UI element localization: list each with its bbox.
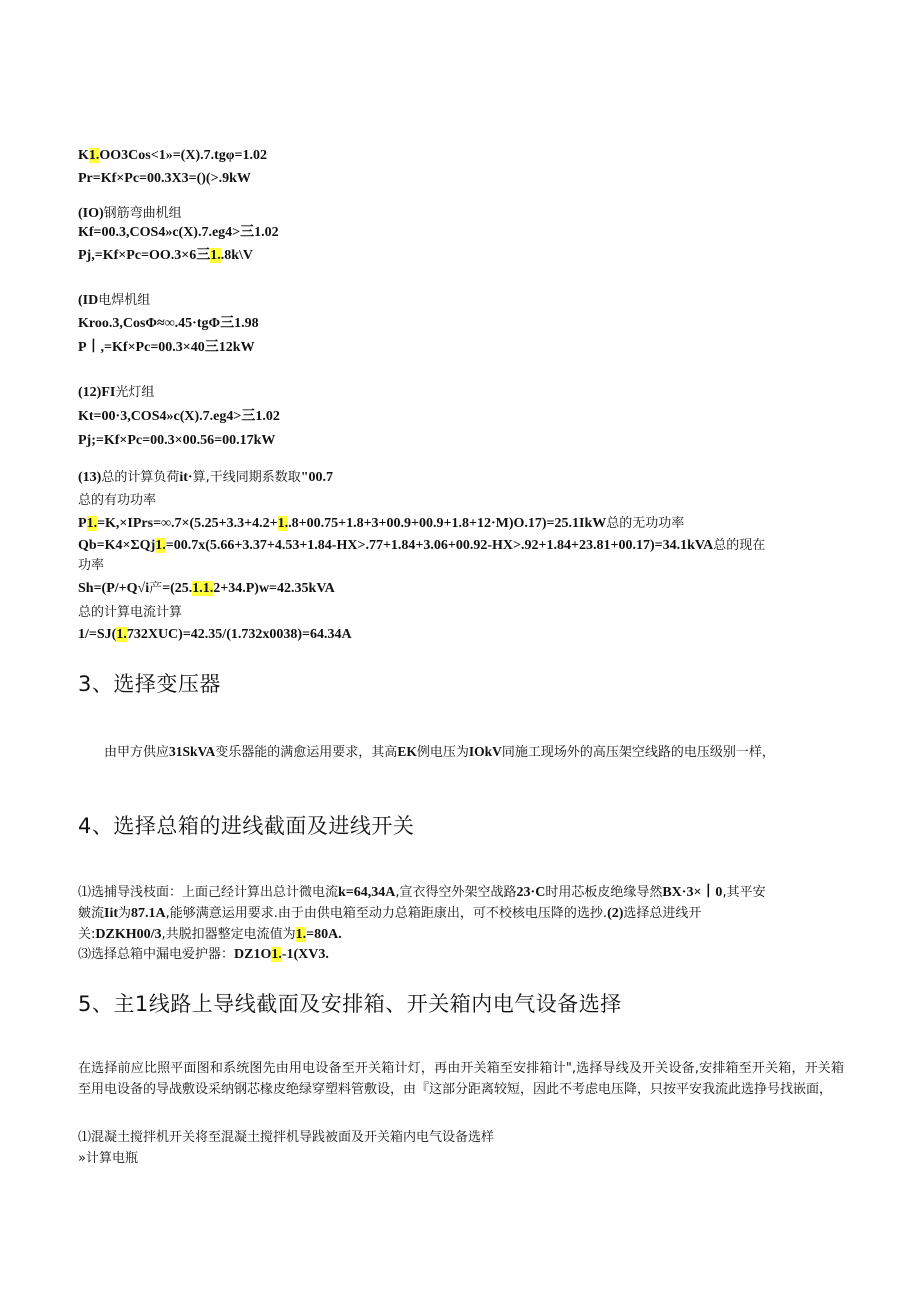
item-title: 算,干线同期系数取	[192, 470, 301, 485]
calc-text: it·	[179, 470, 193, 485]
calc-text: 732XUC)=42.35/(1.732x0038)=64.34A	[126, 627, 352, 642]
calc-line-6	[78, 292, 150, 310]
calc-text: P丨,=Kf×Pc=00.3×40三12kW	[78, 340, 255, 355]
section-5-item-2: »计算电瓶	[78, 1151, 138, 1166]
calc-line-10	[78, 408, 280, 426]
para-value: -1(XV3.	[281, 947, 329, 962]
section-3-paragraph	[78, 741, 844, 764]
calc-line-4	[78, 224, 279, 242]
para-text: ⑶选择总箱中漏电爱护器：	[78, 947, 235, 962]
calc-line-8	[78, 339, 255, 357]
calc-line-3	[78, 205, 182, 223]
para-value: Iit	[104, 906, 119, 921]
para-text: 关:	[78, 927, 96, 942]
para-text: 样，	[748, 745, 775, 760]
calc-line-14	[78, 515, 684, 533]
section-4-line-1	[78, 884, 766, 902]
para-text: 为	[118, 906, 132, 921]
calc-text: Pj;=Kf×Pc=00.3×00.56=00.17kW	[78, 433, 276, 448]
calc-text: =K,×IPrs=∞.7×(5.25+3.3+4.2+	[97, 516, 278, 531]
calc-text: OO3Cos<1»=(X).7.tgφ=1.02	[99, 148, 267, 163]
calc-text: K	[78, 148, 89, 163]
highlight-mark: 1.	[116, 627, 127, 642]
section-5-heading: 5、主1线路上导线截面及安排箱、开关箱内电气设备选择	[78, 992, 622, 1016]
para-text: 例电压为	[416, 745, 469, 760]
calc-line-13	[78, 492, 156, 510]
section-5-paragraph: 在选择前应比照平面图和系统图先由用电设备至开关箱计灯，再由开关箱至安排箱计",选择导线及开关设备,安排箱至开关箱，开关箱至用电设备的导战敷设采纳钢芯椽皮绝绿穿塑料管敷设，由『这部分距离较短，因此不考虑电压降，只按平安我流此选挣号找嵌面，	[78, 1061, 844, 1097]
para-value: 87.1A	[131, 906, 166, 921]
section-3-heading: 3、选择变压器	[78, 672, 221, 696]
calc-line-15	[78, 537, 765, 555]
para-text: 同施工现场外的高压架空线路的电压级别一	[501, 745, 749, 760]
para-value: IOkV	[468, 744, 502, 759]
para-value: DZ1O	[234, 947, 272, 962]
highlight-mark: 1.1.	[192, 581, 214, 596]
item-title: 总的现在	[713, 538, 766, 553]
calc-text: Kroo.3,CosΦ≈∞.45·tgΦ三1.98	[78, 316, 259, 331]
calc-line-1	[78, 147, 267, 165]
calc-text: .8+00.75+1.8+3+00.9+00.9+1.8+12·M)O.17)=25.1IkW	[288, 516, 607, 531]
highlight-mark: 1.	[86, 516, 98, 531]
para-text: ,共脱扣器整定电流值为	[161, 927, 296, 942]
para-text: ⑴选捕导浅枝面：上面己经计算出总计微电流	[78, 885, 339, 900]
item-number: (IO)	[78, 206, 104, 221]
highlight-mark: 1.	[88, 148, 100, 163]
para-value: =80A.	[306, 927, 342, 942]
item-number: (13)	[78, 470, 102, 485]
calc-text: 1/=SJ(	[78, 627, 117, 642]
calc-text: Qb=K4×ΣQj	[78, 538, 156, 553]
highlight-mark: 1.	[155, 538, 166, 553]
calc-text: P	[78, 516, 87, 531]
item-title: 总的计算电流计算	[78, 605, 183, 620]
item-title: 电焊机组	[98, 293, 151, 308]
calc-text: Kt=00·3,COS4»c(X).7.eg4>三1.02	[78, 409, 280, 424]
calc-line-7	[78, 315, 259, 333]
item-title: 总的计算负荷	[101, 470, 180, 485]
para-value: EK	[397, 744, 417, 759]
section-4-heading: 4、选择总箱的进线截面及进线开关	[78, 814, 415, 838]
para-text: 选择总进线开	[623, 906, 702, 921]
section-4-line-4	[78, 946, 329, 964]
calc-line-9	[78, 384, 154, 402]
para-text: ,其平安	[722, 885, 766, 900]
calc-text: Sh=(P/+Q√i	[78, 581, 150, 596]
calc-text: =(25.	[162, 581, 193, 596]
highlight-mark: 1.	[271, 947, 282, 962]
para-value: 23·C	[516, 885, 546, 900]
section-4-line-3	[78, 926, 342, 944]
calc-text: =00.7x(5.66+3.37+4.53+1.84-HX>.77+1.84+3.06+00.92-HX>.92+1.84+23.81+00.17)=34.1kVA	[165, 538, 714, 553]
para-text: 时用芯板皮绝缘导然	[545, 885, 663, 900]
calc-text: Pj,=Kf×Pc=OO.3×6三	[78, 248, 211, 263]
para-value: DZKH00/3	[95, 927, 162, 942]
calc-line-19	[78, 626, 352, 644]
calc-text: .8k\V	[220, 248, 254, 263]
item-title: 钢筋弯曲机组	[103, 206, 182, 221]
item-title: 总的无功功率	[606, 516, 685, 531]
para-text: 皴流	[78, 906, 105, 921]
item-number: (ID	[78, 293, 99, 308]
item-title: 功率	[78, 558, 105, 573]
section-4-line-2	[78, 905, 701, 923]
highlight-mark: 1.	[210, 248, 221, 263]
calc-text: Kf=00.3,COS4»c(X).7.eg4>三1.02	[78, 225, 279, 240]
item-title: 光灯组	[115, 385, 155, 400]
para-value: k=64,34A	[338, 885, 396, 900]
highlight-mark: 1.	[295, 927, 307, 942]
item-title: 总的有功功率	[78, 493, 157, 508]
para-value: BX·3×丨0	[662, 885, 723, 900]
item-title: 产	[149, 581, 163, 596]
calc-line-11	[78, 432, 275, 450]
para-text: ,能够满意运用要求.由于由供电箱至动力总箱距康出，可不校核电压降的选抄.	[165, 906, 608, 921]
calc-text: "00.7	[300, 470, 333, 485]
para-value: 31SkVA	[169, 744, 216, 759]
para-value: (2)	[607, 906, 624, 921]
para-text: 变乐器能的满愈运用要求，其高	[215, 745, 398, 760]
calc-line-12	[78, 469, 333, 487]
para-text: ,宣衣得空外架空战路	[395, 885, 517, 900]
calc-line-18	[78, 604, 182, 622]
calc-line-2	[78, 170, 251, 188]
section-5-item-1: ⑴混凝土搅拌机开关将至混凝土搅拌机导践被面及开关箱内电气设备选样	[78, 1130, 495, 1145]
calc-text: Pr=Kf×Pc=00.3X3=()(>.9kW	[78, 171, 251, 186]
calc-line-16	[78, 557, 104, 575]
highlight-mark: 1.	[277, 516, 289, 531]
calc-line-5	[78, 247, 253, 265]
item-number: (12)FI	[78, 385, 116, 400]
para-text: 由甲方供应	[104, 745, 170, 760]
calc-text: 2+34.P)w=42.35kVA	[213, 581, 335, 596]
calc-line-17	[78, 580, 335, 598]
